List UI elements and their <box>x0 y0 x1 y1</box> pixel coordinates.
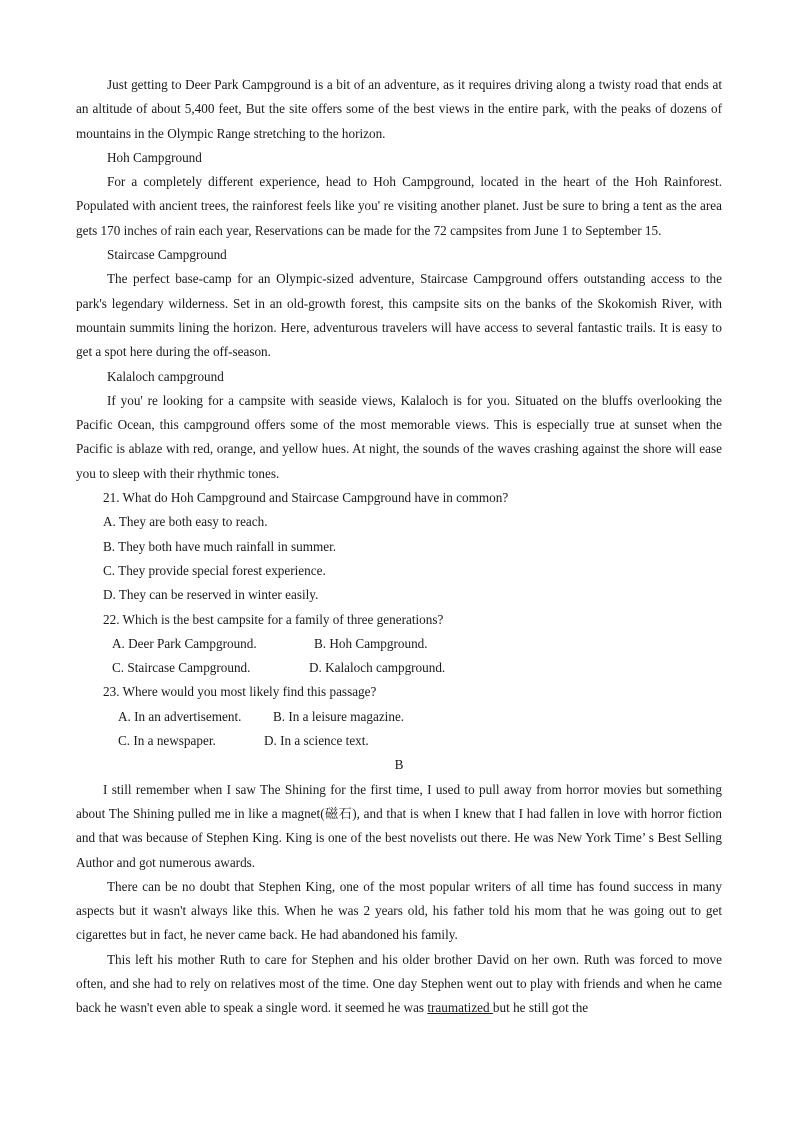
paragraph-b-3-start: This left his mother Ruth to care for Stephen and his older brother David on her own. Ruth was forced to move often, and she had to rely on relatives most of the time. One day Stephen went out to play with friends and when he came back he wasn't even able to speak a single word. it seemed he was <box>76 951 722 1016</box>
underlined-word: traumatized <box>427 1000 493 1016</box>
paragraph-staircase: The perfect base-camp for an Olympic-sized adventure, Staircase Campground offers outstanding access to the park's legendary wilderness. Set in an old-growth forest, this campsite sits on the banks of the Skokomish River, with mountain summits lining the horizon. Here, adventurous travelers will have access to several fantastic trails. It is easy to get a spot here during the off-season. <box>76 271 722 360</box>
q22-options-row-1 <box>76 632 722 656</box>
paragraph-b-3 <box>76 948 722 1021</box>
q21-option-d: D. They can be reserved in winter easily. <box>103 587 319 603</box>
paragraph-b-1: I still remember when I saw The Shining for the first time, I used to pull away from horror movies but something about The Shining pulled me in like a magnet(磁石), and that is when I knew that I had fallen in love with horror fiction and that was because of Stephen King. King is one of the best novelists out there. He was New York Time’ s Best Selling Author and got numerous awards. <box>76 781 722 870</box>
q22-options-row-2 <box>76 656 722 680</box>
q22-option-d: D. Kalaloch campground. <box>309 660 446 676</box>
q22-option-b: B. Hoh Campground. <box>314 635 428 651</box>
q22-option-c: C. Staircase Campground. <box>112 660 251 676</box>
section-b-label: B <box>394 757 404 773</box>
heading-staircase: Staircase Campground <box>107 247 227 263</box>
question-21: 21. What do Hoh Campground and Staircase Campground have in common? <box>103 490 509 506</box>
paragraph-b-2: There can be no doubt that Stephen King, one of the most popular writers of all time has found success in many aspects but it wasn't always like this. When he was 2 years old, his father told his mom that he was going out to get cigarettes but in fact, he never came back. He had abandoned his family. <box>76 878 722 943</box>
question-23: 23. Where would you most likely find this passage? <box>103 684 377 700</box>
q21-option-c: C. They provide special forest experience. <box>103 562 326 578</box>
document-page <box>76 73 722 1021</box>
paragraph-hoh: For a completely different experience, head to Hoh Campground, located in the heart of the Hoh Rainforest. Populated with ancient trees, the rainforest feels like you' re visiting another planet. Just be sure to bring a tent as the area gets 170 inches of rain each year, Reservations can be made for the 72 campsites from June 1 to September 15. <box>76 174 722 238</box>
q23-option-b: B. In a leisure magazine. <box>273 708 405 724</box>
q23-options-row-1 <box>76 705 722 729</box>
q21-option-a: A. They are both easy to reach. <box>103 514 268 530</box>
paragraph-kalaloch: If you' re looking for a campsite with seaside views, Kalaloch is for you. Situated on the bluffs overlooking the Pacific Ocean, this campground offers some of the most memorable views. This is especially true at sunset when the Pacific is ablaze with red, orange, and yellow hues. At night, the sounds of the waves crashing against the shore will ease you to sleep with their rhythmic tones. <box>76 392 722 481</box>
paragraph-deer-park: Just getting to Deer Park Campground is a bit of an adventure, as it requires driving along a twisty road that ends at an altitude of about 5,400 feet, But the site offers some of the best views in the entire park, with the peaks of dozens of mountains in the Olympic Range stretching to the horizon. <box>76 77 722 141</box>
heading-kalaloch: Kalaloch campground <box>107 368 224 384</box>
paragraph-b-3-end: but he still got the <box>492 1000 589 1016</box>
q23-option-d: D. In a science text. <box>264 733 369 749</box>
question-22: 22. Which is the best campsite for a family of three generations? <box>103 611 444 627</box>
q23-option-a: A. In an advertisement. <box>118 708 242 724</box>
q23-options-row-2 <box>76 729 722 753</box>
q21-option-b: B. They both have much rainfall in summer. <box>103 538 337 554</box>
q23-option-c: C. In a newspaper. <box>118 733 216 749</box>
q22-option-a: A. Deer Park Campground. <box>112 635 257 651</box>
heading-hoh: Hoh Campground <box>107 149 202 165</box>
